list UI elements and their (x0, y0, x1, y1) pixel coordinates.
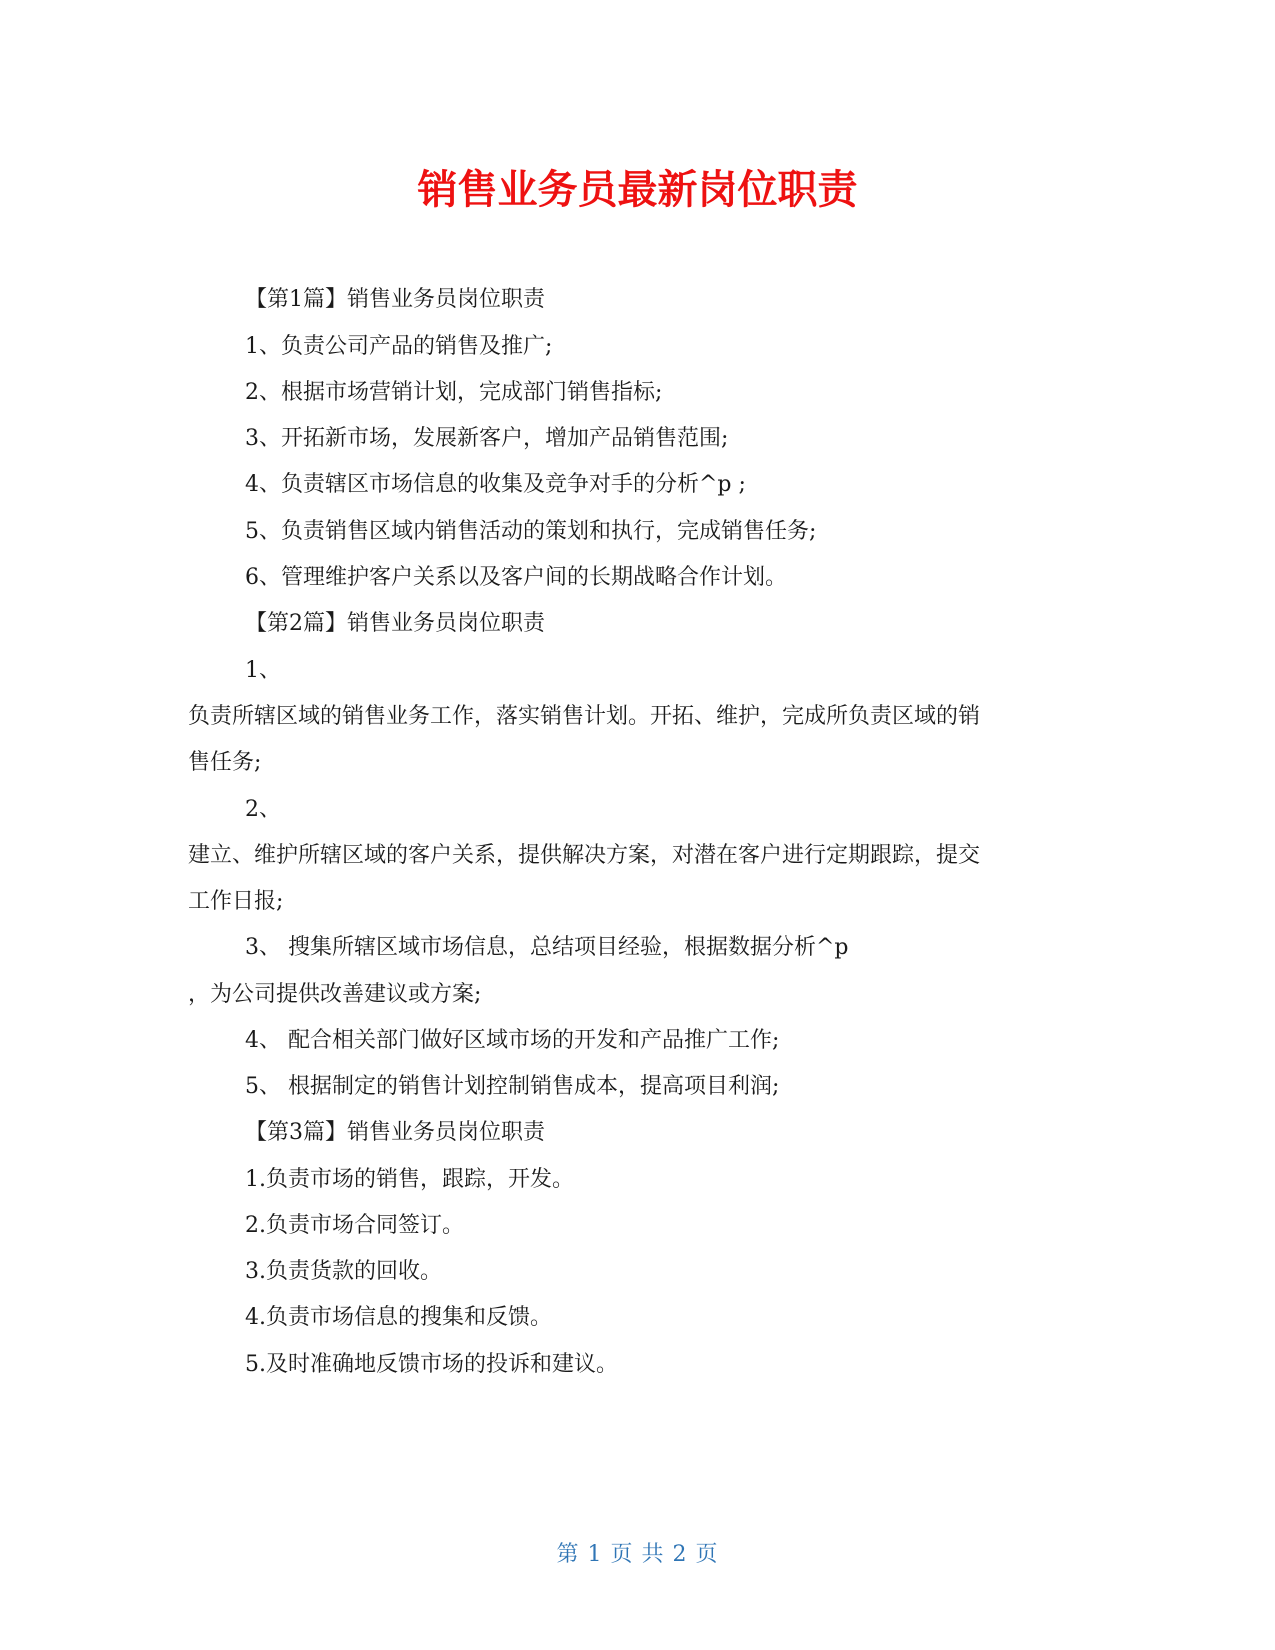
paragraph-line: 4.负责市场信息的搜集和反馈。 (245, 1305, 552, 1330)
paragraph-line: 工作日报; (188, 889, 284, 914)
paragraph-line: 1.负责市场的销售，跟踪，开发。 (245, 1167, 574, 1192)
paragraph-line: 6、管理维护客户关系以及客户间的长期战略合作计划。 (245, 565, 787, 590)
paragraph-line: 1、负责公司产品的销售及推广; (245, 334, 553, 359)
section-heading-3: 【第3篇】销售业务员岗位职责 (245, 1120, 545, 1145)
paragraph-line: 3、 搜集所辖区域市场信息，总结项目经验，根据数据分析^p (245, 935, 849, 960)
paragraph-line: 负责所辖区域的销售业务工作，落实销售计划。开拓、维护，完成所负责区域的销 (188, 704, 981, 729)
paragraph-line: 建立、维护所辖区域的客户关系，提供解决方案，对潜在客户进行定期跟踪，提交 (188, 843, 981, 868)
paragraph-line: 2、根据市场营销计划，完成部门销售指标; (245, 380, 663, 405)
paragraph-line: 3、开拓新市场，发展新客户，增加产品销售范围; (245, 426, 729, 451)
paragraph-line: ，为公司提供改善建议或方案; (188, 982, 482, 1007)
page-number-footer: 第 1 页 共 2 页 (556, 1542, 719, 1567)
paragraph-line: 5、负责销售区域内销售活动的策划和执行，完成销售任务; (245, 519, 817, 544)
paragraph-line: 4、负责辖区市场信息的收集及竞争对手的分析^p ; (245, 472, 746, 497)
paragraph-line: 2、 (245, 797, 281, 822)
paragraph-line: 1、 (245, 658, 281, 683)
paragraph-line: 2.负责市场合同签订。 (245, 1213, 464, 1238)
paragraph-line: 4、 配合相关部门做好区域市场的开发和产品推广工作; (245, 1028, 780, 1053)
section-heading-2: 【第2篇】销售业务员岗位职责 (245, 611, 545, 636)
paragraph-line: 5.及时准确地反馈市场的投诉和建议。 (245, 1352, 618, 1377)
section-heading-1: 【第1篇】销售业务员岗位职责 (245, 287, 545, 312)
paragraph-line: 售任务; (188, 750, 262, 775)
paragraph-line: 5、 根据制定的销售计划控制销售成本，提高项目利润; (245, 1074, 780, 1099)
paragraph-line: 3.负责货款的回收。 (245, 1259, 442, 1284)
document-title: 销售业务员最新岗位职责 (417, 167, 858, 213)
